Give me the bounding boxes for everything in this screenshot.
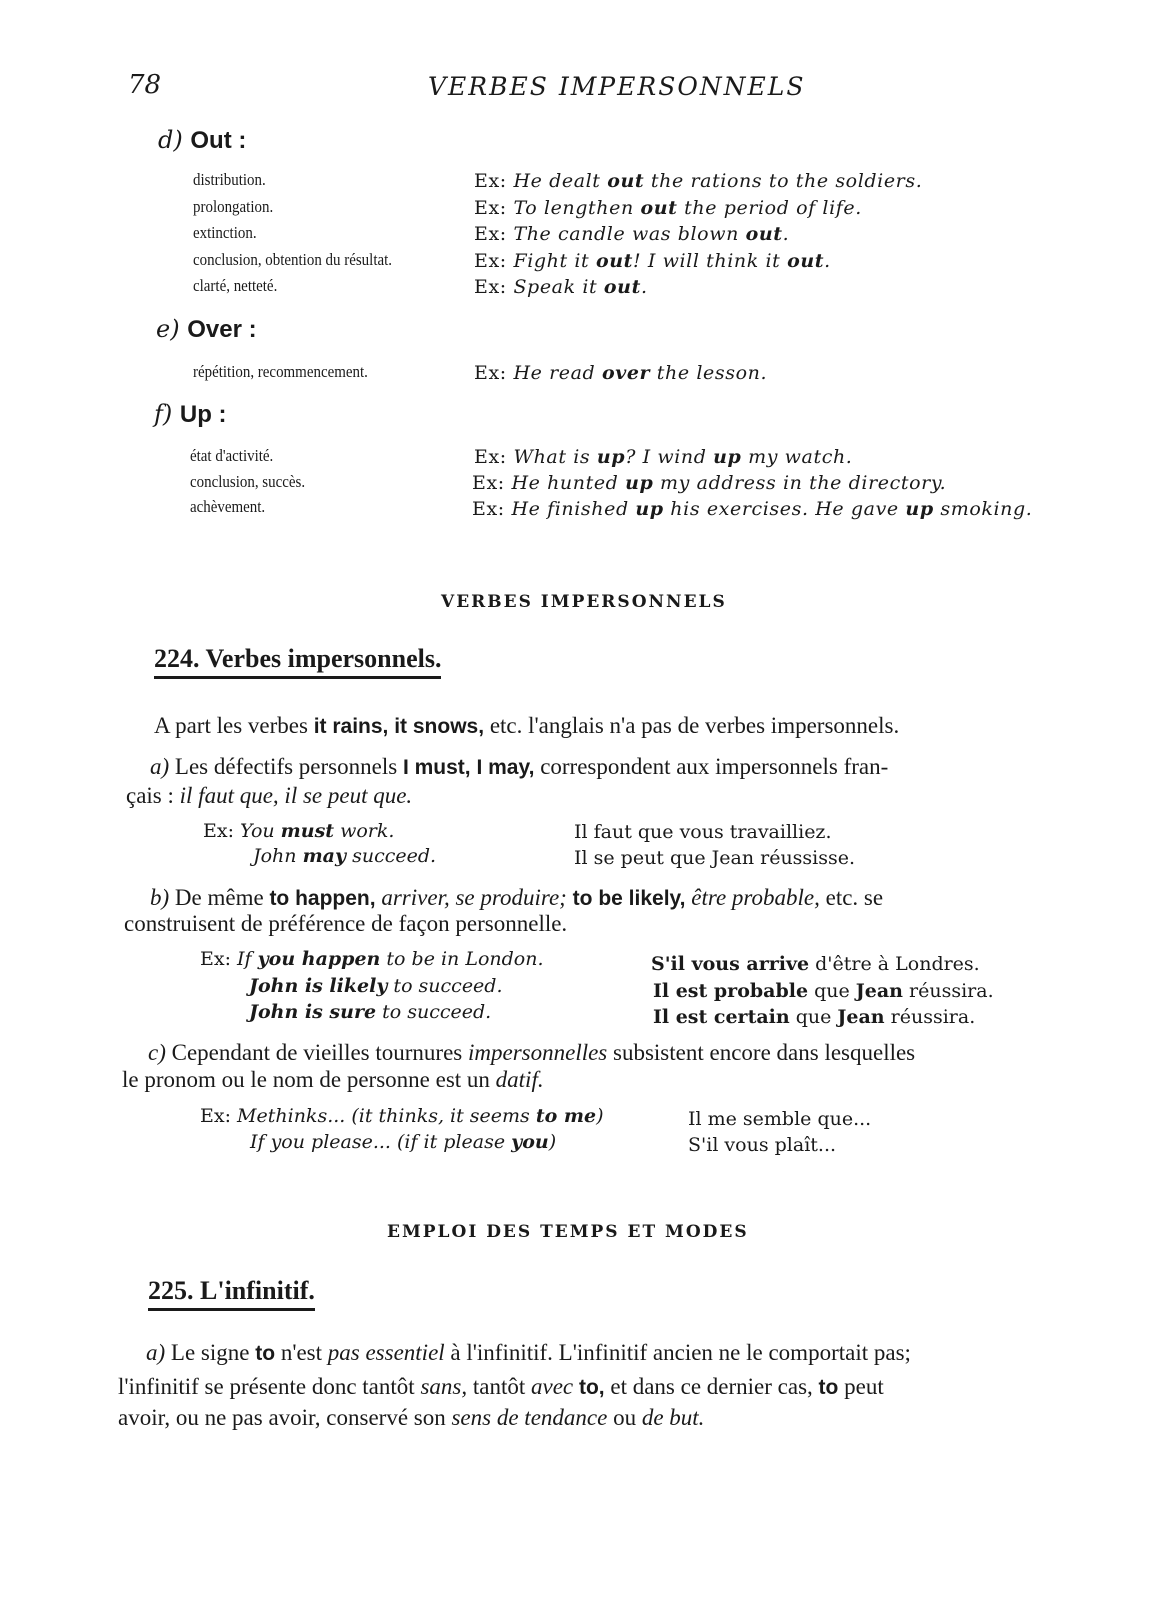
example-row: John is likely to succeed. xyxy=(249,975,503,997)
example-row: If you please... (if it please you) xyxy=(250,1131,557,1153)
example-row: Ex: The candle was blown out. xyxy=(474,223,790,245)
example-row: Ex: He dealt out the rations to the soldiers. xyxy=(474,170,923,192)
particle-up-heading: f) Up : xyxy=(154,400,227,428)
meaning-row: prolongation. xyxy=(193,197,274,216)
translation-row: Il faut que vous travailliez. xyxy=(574,821,832,843)
meaning-row: état d'activité. xyxy=(190,446,274,465)
example-row: Ex: Speak it out. xyxy=(474,276,648,298)
translation-row: Il est probable que Jean réussira. xyxy=(653,980,994,1002)
meaning-row: distribution. xyxy=(193,170,266,189)
paragraph: construisent de préférence de façon personnelle. xyxy=(124,911,568,936)
example-row: Ex: He read over the lesson. xyxy=(474,362,768,384)
section-heading: VERBES IMPERSONNELS xyxy=(441,592,727,612)
paragraph: avoir, ou ne pas avoir, conservé son sens de tendance ou de but. xyxy=(118,1405,705,1430)
particle-over-heading: e) Over : xyxy=(156,315,257,343)
meaning-row: extinction. xyxy=(193,223,257,242)
example-row: Ex: To lengthen out the period of life. xyxy=(474,197,862,219)
paragraph: le pronom ou le nom de personne est un datif. xyxy=(122,1067,544,1092)
paragraph: l'infinitif se présente donc tantôt sans, tantôt avec to, et dans ce dernier cas, to peut xyxy=(118,1374,884,1399)
translation-row: Il est certain que Jean réussira. xyxy=(653,1006,976,1028)
paragraph: çais : il faut que, il se peut que. xyxy=(126,783,413,808)
example-row: John may succeed. xyxy=(253,845,437,867)
chapter-title: 224. Verbes impersonnels. xyxy=(154,644,441,679)
paragraph: c) Cependant de vieilles tournures impersonnelles subsistent encore dans lesquelles xyxy=(148,1040,916,1065)
example-row: Ex: He finished up his exercises. He gave up smoking. xyxy=(472,498,1033,520)
paragraph: a) Le signe to n'est pas essentiel à l'infinitif. L'infinitif ancien ne le comportait pas; xyxy=(146,1340,911,1365)
meaning-row: conclusion, succès. xyxy=(190,472,306,491)
particle-out-heading: d) Out : xyxy=(158,126,247,154)
example-row: Ex: Methinks... (it thinks, it seems to me) xyxy=(200,1105,604,1127)
section-heading: EMPLOI DES TEMPS ET MODES xyxy=(387,1222,749,1242)
example-row: Ex: Fight it out! I will think it out. xyxy=(474,250,831,272)
example-row: John is sure to succeed. xyxy=(249,1001,492,1023)
running-title: VERBES IMPERSONNELS xyxy=(428,72,806,101)
meaning-row: achèvement. xyxy=(190,497,266,516)
chapter-title: 225. L'infinitif. xyxy=(148,1276,315,1311)
paragraph: b) De même to happen, arriver, se produire; to be likely, être probable, etc. se xyxy=(150,885,884,910)
meaning-row: conclusion, obtention du résultat. xyxy=(193,250,393,269)
example-row: Ex: If you happen to be in London. xyxy=(200,948,544,970)
example-row: Ex: He hunted up my address in the directory. xyxy=(472,472,947,494)
paragraph: a) Les défectifs personnels I must, I may, correspondent aux impersonnels fran- xyxy=(150,754,889,779)
paragraph: A part les verbes it rains, it snows, etc. l'anglais n'a pas de verbes impersonnels. xyxy=(154,713,900,738)
translation-row: S'il vous arrive d'être à Londres. xyxy=(651,953,980,975)
example-row: Ex: You must work. xyxy=(203,820,395,842)
page-number: 78 xyxy=(128,70,162,100)
example-row: Ex: What is up? I wind up my watch. xyxy=(474,446,853,468)
meaning-row: répétition, recommencement. xyxy=(193,362,368,381)
meaning-row: clarté, netteté. xyxy=(193,276,278,295)
translation-row: Il se peut que Jean réussisse. xyxy=(574,847,856,869)
translation-row: S'il vous plaît... xyxy=(688,1134,837,1156)
translation-row: Il me semble que... xyxy=(688,1108,872,1130)
